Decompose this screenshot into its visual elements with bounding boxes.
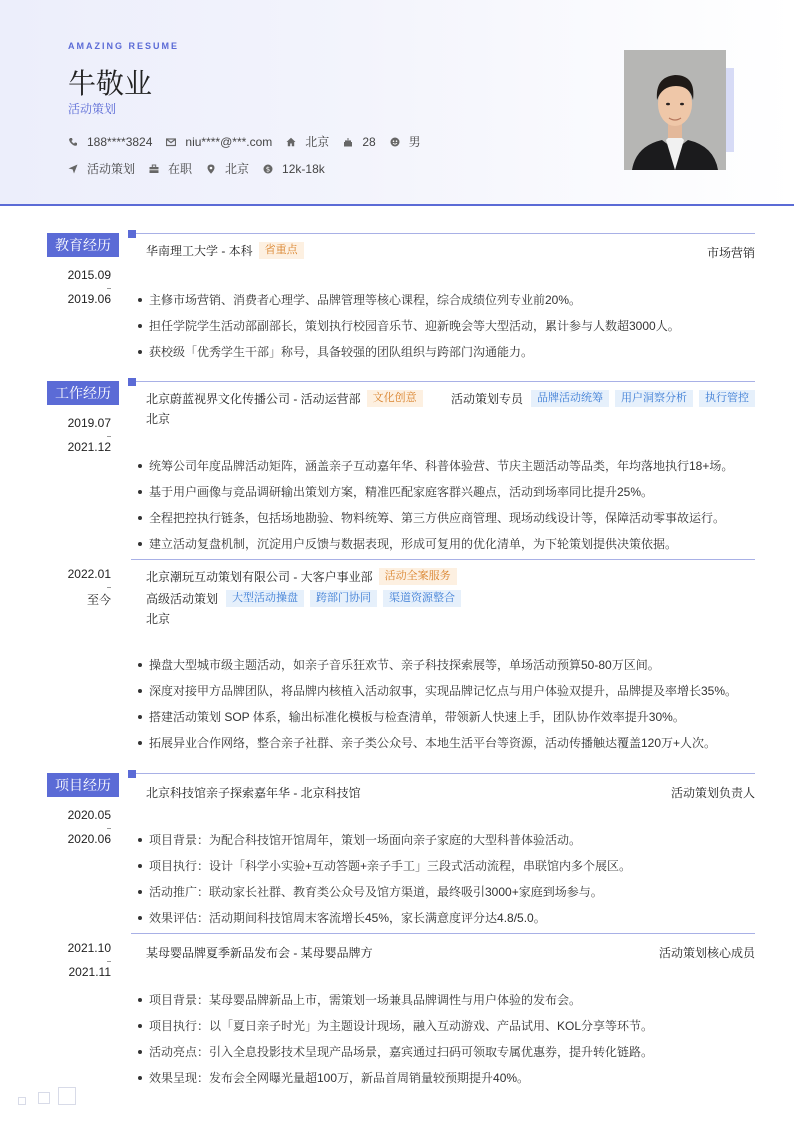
- entry-divider: [131, 559, 755, 560]
- section-education-label: 教育经历: [47, 233, 119, 257]
- decor-square: [18, 1097, 26, 1105]
- job1-start-date: 2019.07: [67, 416, 111, 430]
- salary-text: 12k-18k: [282, 161, 325, 176]
- contact-row: [68, 133, 435, 150]
- section-marker: [128, 378, 136, 386]
- phone-icon: [68, 137, 78, 147]
- section-projects-label: 项目经历: [47, 773, 119, 797]
- list-item: 效果呈现：发布会全网曝光量超100万，新品首周销量较预期提升40%。: [136, 1071, 755, 1097]
- job1-location: 北京: [146, 412, 171, 426]
- job1-bullets: [136, 459, 755, 563]
- proj1-title: [146, 784, 361, 801]
- skill-tag: 品牌活动统筹: [531, 390, 609, 407]
- profile-photo: [624, 50, 726, 170]
- date-separator: [107, 436, 111, 437]
- list-item: 全程把控执行链条，包括场地勘验、物料统筹、第三方供应商管理、现场动线设计等，保障活动零事故运行。: [136, 511, 755, 537]
- intent-salary: [263, 162, 325, 176]
- company-name: 北京蔚蓝视界文化传播公司 - 活动运营部: [146, 392, 361, 406]
- skill-tag: 渠道资源整合: [383, 590, 461, 607]
- company-name: 北京潮玩互动策划有限公司 - 大客户事业部: [146, 570, 373, 584]
- list-item: 项目执行：设计「科学小实验+互动答题+亲子手工」三段式活动流程，串联馆内多个展区。: [136, 859, 755, 885]
- location-pin-icon: [206, 164, 216, 174]
- project-role: 活动策划负责人: [670, 786, 755, 800]
- intent-city-text: 北京: [225, 162, 250, 176]
- list-item: 获校级「优秀学生干部」称号，具备较强的团队组织与跨部门沟通能力。: [136, 345, 755, 371]
- section-divider: [136, 381, 755, 382]
- proj1-role: [671, 784, 755, 801]
- section-divider: [136, 233, 755, 234]
- skill-tag: 执行管控: [699, 390, 755, 407]
- project-name: 北京科技馆亲子探索嘉年华 - 北京科技馆: [146, 786, 361, 800]
- resume-header: [0, 0, 794, 206]
- contact-phone: [68, 135, 152, 149]
- skill-tag: 用户洞察分析: [615, 390, 693, 407]
- project-name: 某母婴品牌夏季新品发布会 - 某母婴品牌方: [146, 946, 373, 960]
- status-text: 在职: [168, 162, 193, 176]
- proj2-role: [659, 944, 755, 961]
- decor-square: [38, 1092, 50, 1104]
- list-item: 建立活动复盘机制，沉淀用户反馈与数据表现，形成可复用的优化清单，为下轮策划提供决策依据。: [136, 537, 755, 563]
- job2-bullets: [136, 658, 755, 762]
- list-item: 搭建活动策划 SOP 体系，输出标准化模板与检查清单，带领新人快速上手，团队协作效率提升30%。: [136, 710, 755, 736]
- proj2-title: [146, 944, 373, 961]
- intent-row: [68, 160, 339, 177]
- proj2-end-date: 2021.11: [68, 965, 111, 979]
- edu-major: [707, 244, 755, 261]
- proj2-bullets: [136, 993, 755, 1097]
- proj1-start-date: 2020.05: [67, 808, 111, 822]
- major-text: 市场营销: [706, 246, 755, 260]
- list-item: 活动亮点：引入全息投影技术呈现产品场景，嘉宾通过扫码可领取专属优惠券，提升转化链路。: [136, 1045, 755, 1071]
- list-item: 主修市场营销、消费者心理学、品牌管理等核心课程，综合成绩位列专业前20%。: [136, 293, 755, 319]
- job1-end-date: 2021.12: [67, 440, 111, 454]
- list-item: 项目背景：为配合科技馆开馆周年，策划一场面向亲子家庭的大型科普体验活动。: [136, 833, 755, 859]
- list-item: 深度对接甲方品牌团队，将品牌内核植入活动叙事，实现品牌记忆点与用户体验双提升，品牌提及率增长35%。: [136, 684, 755, 710]
- list-item: 项目背景：某母婴品牌新品上市，需策划一场兼具品牌调性与用户体验的发布会。: [136, 993, 755, 1019]
- job2-end-date: 至今: [86, 593, 111, 607]
- briefcase-icon: [149, 164, 159, 174]
- city-text: 北京: [305, 135, 330, 149]
- date-separator: [107, 288, 111, 289]
- mail-icon: [166, 137, 176, 147]
- skill-tag: 跨部门协同: [310, 590, 377, 607]
- contact-city: [286, 133, 329, 150]
- entry-divider: [131, 933, 755, 934]
- proj1-end-date: 2020.06: [67, 832, 111, 846]
- section-divider: [136, 773, 755, 774]
- list-item: 基于用户画像与竞品调研输出策划方案，精准匹配家庭客群兴趣点，活动到场率同比提升25%。: [136, 485, 755, 511]
- section-marker: [128, 770, 136, 778]
- position-text: 活动策划: [87, 162, 136, 176]
- home-icon: [286, 137, 296, 147]
- list-item: 操盘大型城市级主题活动，如亲子音乐狂欢节、亲子科技探索展等，单场活动预算50-80万区间。: [136, 658, 755, 684]
- list-item: 效果评估：活动期间科技馆周末客流增长45%，家长满意度评分达4.8/5.0。: [136, 911, 755, 937]
- salary-icon: [263, 164, 273, 174]
- email-text: niu****@***.com: [185, 134, 273, 149]
- date-separator: [107, 961, 111, 962]
- school-name: 华南理工大学 - 本科: [146, 244, 253, 258]
- skill-tag: 大型活动操盘: [226, 590, 304, 607]
- list-item: 担任学院学生活动部副部长，策划执行校园音乐节、迎新晚会等大型活动，累计参与人数超3000人。: [136, 319, 755, 345]
- job1-role-row: [451, 390, 755, 407]
- list-item: 活动推广：联动家长社群、教育类公众号及馆方渠道，最终吸引3000+家庭到场参与。: [136, 885, 755, 911]
- contact-age: [343, 135, 375, 149]
- candidate-name: 牛敬业: [68, 68, 153, 99]
- proj2-start-date: 2021.10: [67, 941, 111, 955]
- send-icon: [68, 164, 78, 174]
- gender-icon: [390, 137, 400, 147]
- edu-bullets: [136, 293, 755, 371]
- proj1-bullets: [136, 833, 755, 937]
- job2-title: [146, 568, 457, 585]
- job2-location: 北京: [146, 612, 171, 626]
- svg-text:$: $: [265, 165, 271, 174]
- cake-icon: [343, 137, 353, 147]
- age-text: 28: [362, 134, 376, 149]
- section-work-label: 工作经历: [47, 381, 119, 405]
- job-role: 活动策划专员: [450, 392, 523, 406]
- contact-email: [166, 135, 272, 149]
- job2-start-date: 2022.01: [67, 567, 111, 581]
- job2-role-row: [146, 590, 461, 607]
- contact-gender: [390, 133, 421, 150]
- intent-city: [206, 160, 249, 177]
- intent-status: [149, 160, 192, 177]
- project-role: 活动策划核心成员: [658, 946, 755, 960]
- job1-title: [146, 390, 423, 407]
- resume-eyebrow: AMAZING RESUME: [68, 41, 179, 51]
- gender-text: 男: [408, 135, 421, 149]
- list-item: 项目执行：以「夏日亲子时光」为主题设计现场，融入互动游戏、产品试用、KOL分享等环节。: [136, 1019, 755, 1045]
- date-separator: [107, 587, 111, 588]
- company-tag: 活动全案服务: [379, 568, 457, 585]
- date-separator: [107, 828, 111, 829]
- school-tag: 省重点: [259, 242, 304, 259]
- list-item: 统筹公司年度品牌活动矩阵，涵盖亲子互动嘉年华、科普体验营、节庆主题活动等品类，年均落地执行18+场。: [136, 459, 755, 485]
- job-role: 高级活动策划: [146, 592, 219, 606]
- edu-title: [146, 242, 304, 259]
- decor-square: [58, 1087, 76, 1105]
- company-tag: 文化创意: [367, 390, 423, 407]
- intent-position: [68, 160, 135, 177]
- phone-text: 188****3824: [87, 134, 153, 149]
- candidate-title: 活动策划: [68, 102, 117, 116]
- edu-end-date: 2019.06: [67, 292, 111, 306]
- edu-start-date: 2015.09: [67, 268, 111, 282]
- section-marker: [128, 230, 136, 238]
- list-item: 拓展异业合作网络，整合亲子社群、亲子类公众号、本地生活平台等资源，活动传播触达覆盖120万+人次。: [136, 736, 755, 762]
